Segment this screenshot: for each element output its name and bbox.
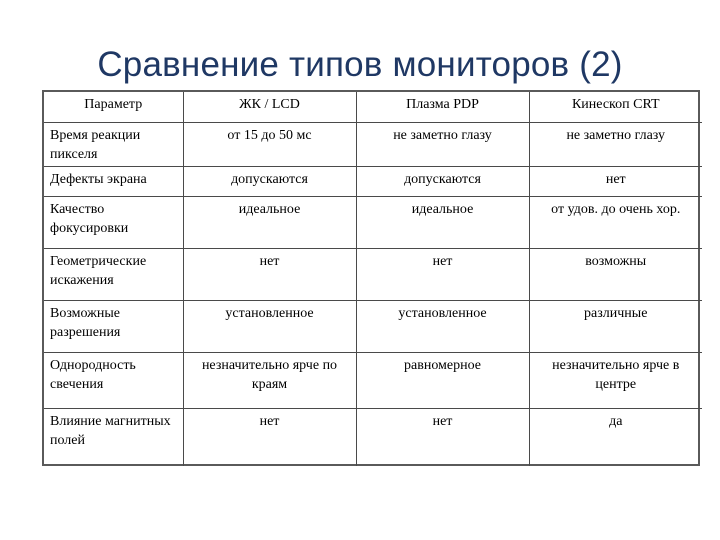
- table-row: [44, 166, 702, 196]
- cell-crt: да: [529, 408, 702, 466]
- table-row: [44, 122, 702, 166]
- header-crt: Кинескоп CRT: [529, 92, 702, 122]
- table-row: [44, 300, 702, 352]
- cell-lcd: нет: [183, 248, 356, 300]
- row-parameter: Влияние магнитных полей: [44, 408, 183, 466]
- comparison-table-frame: [42, 90, 700, 466]
- header-pdp: Плазма PDP: [356, 92, 529, 122]
- cell-lcd: незначительно ярче по краям: [183, 352, 356, 408]
- header-parameter: Параметр: [44, 92, 183, 122]
- cell-crt: незначительно ярче в центре: [529, 352, 702, 408]
- cell-crt: различные: [529, 300, 702, 352]
- row-parameter: Качество фокусировки: [44, 196, 183, 248]
- cell-crt: от удов. до очень хор.: [529, 196, 702, 248]
- cell-crt: возможны: [529, 248, 702, 300]
- table-row: [44, 408, 702, 466]
- cell-pdp: равномерное: [356, 352, 529, 408]
- comparison-table: [44, 92, 702, 466]
- row-parameter: Однородность свечения: [44, 352, 183, 408]
- cell-lcd: установленное: [183, 300, 356, 352]
- row-parameter: Возможные разрешения: [44, 300, 183, 352]
- cell-crt: нет: [529, 166, 702, 196]
- cell-lcd: допускаются: [183, 166, 356, 196]
- cell-pdp: установленное: [356, 300, 529, 352]
- row-parameter: Время реакции пикселя: [44, 122, 183, 166]
- slide-title: Сравнение типов мониторов (2): [97, 45, 623, 84]
- cell-lcd: от 15 до 50 мс: [183, 122, 356, 166]
- header-lcd: ЖК / LCD: [183, 92, 356, 122]
- cell-pdp: не заметно глазу: [356, 122, 529, 166]
- cell-pdp: идеальное: [356, 196, 529, 248]
- table-row: [44, 352, 702, 408]
- cell-pdp: нет: [356, 408, 529, 466]
- row-parameter: Геометрические искажения: [44, 248, 183, 300]
- table-row: [44, 248, 702, 300]
- cell-pdp: нет: [356, 248, 529, 300]
- row-parameter: Дефекты экрана: [44, 166, 183, 196]
- cell-lcd: нет: [183, 408, 356, 466]
- table-row: [44, 196, 702, 248]
- cell-crt: не заметно глазу: [529, 122, 702, 166]
- cell-pdp: допускаются: [356, 166, 529, 196]
- cell-lcd: идеальное: [183, 196, 356, 248]
- table-header-row: [44, 92, 702, 122]
